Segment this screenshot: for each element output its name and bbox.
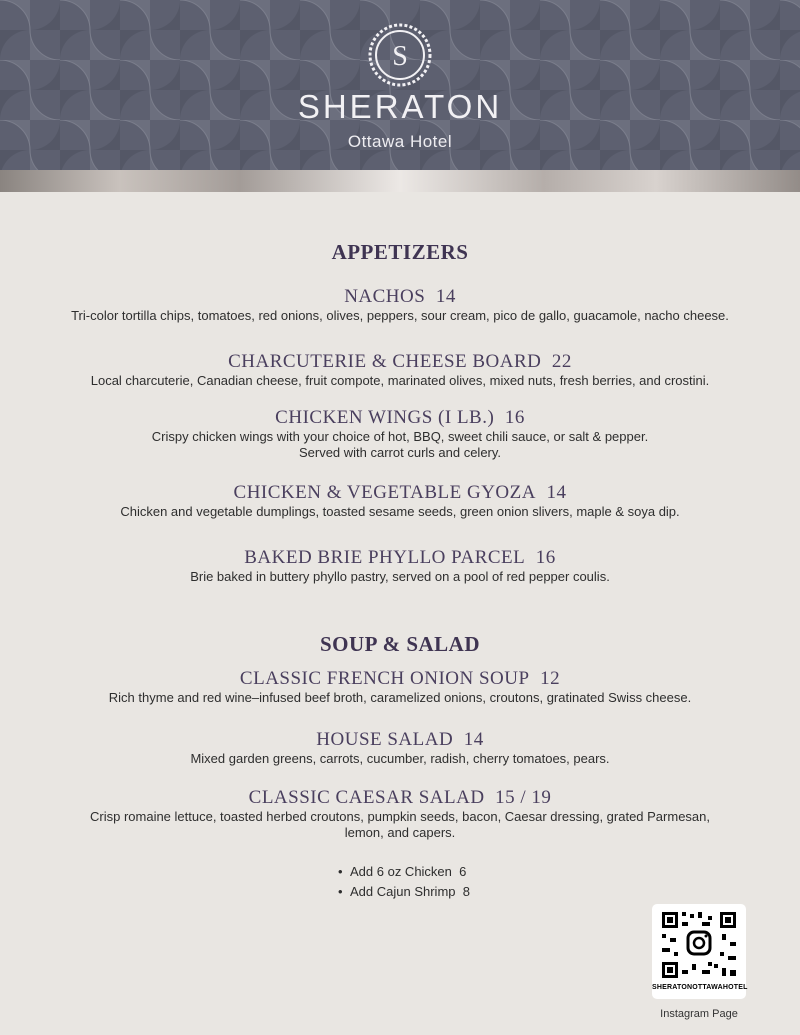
menu-item xyxy=(50,729,750,767)
item-description-line-2: Served with carrot curls and celery. xyxy=(298,445,502,460)
add-on-list xyxy=(338,862,470,902)
menu-item xyxy=(50,787,750,841)
item-name-line xyxy=(50,668,750,690)
menu-item xyxy=(50,482,750,520)
item-name: CHICKEN & VEGETABLE GYOZA xyxy=(233,482,536,503)
menu-item xyxy=(50,351,750,389)
item-description: Crisp romaine lettuce, toasted herbed croutons, pumpkin seeds, bacon, Caesar dressing, grated Parmesan, lemon, and capers. xyxy=(90,809,711,840)
menu-item xyxy=(50,407,750,461)
add-on-label: Add 6 oz Chicken xyxy=(350,864,452,879)
section-title-appetizers: APPETIZERS xyxy=(331,240,469,264)
item-description: Mixed garden greens, carrots, cucumber, radish, cherry tomatoes, pears. xyxy=(190,751,610,766)
brand-subtitle: Ottawa Hotel xyxy=(347,132,453,151)
item-description: Chicken and vegetable dumplings, toasted sesame seeds, green onion slivers, maple & soya dip. xyxy=(120,504,680,519)
item-price: 15 / 19 xyxy=(495,787,552,808)
instagram-handle: SHERATONOTTAWAHOTEL xyxy=(652,984,748,991)
instagram-qr-card[interactable] xyxy=(652,904,746,999)
bullet-icon: • xyxy=(338,884,343,899)
menu-item xyxy=(50,668,750,706)
item-name-line xyxy=(50,729,750,751)
item-name: BAKED BRIE PHYLLO PARCEL xyxy=(244,547,526,568)
bullet-icon: • xyxy=(338,864,343,879)
item-name: NACHOS xyxy=(344,286,426,307)
add-on-price: 8 xyxy=(462,884,470,899)
item-price: 16 xyxy=(504,407,525,428)
item-name: HOUSE SALAD xyxy=(316,729,454,750)
add-on-item xyxy=(338,862,470,882)
section-title-soup-salad: SOUP & SALAD xyxy=(319,632,481,656)
item-name-line xyxy=(50,407,750,429)
instagram-page-label: Instagram Page xyxy=(660,1008,738,1020)
item-description: Local charcuterie, Canadian cheese, fruit compote, marinated olives, mixed nuts, fresh berries, and crostini. xyxy=(90,373,710,388)
item-name: CLASSIC CAESAR SALAD xyxy=(248,787,485,808)
item-price: 14 xyxy=(435,286,456,307)
item-name: CLASSIC FRENCH ONION SOUP xyxy=(239,668,530,689)
item-price: 14 xyxy=(546,482,567,503)
sheraton-logo-icon xyxy=(367,22,433,88)
logo-letter: S xyxy=(392,41,408,72)
item-name-line xyxy=(50,286,750,308)
menu-item xyxy=(50,286,750,324)
metallic-divider-band xyxy=(0,170,800,192)
hotel-header-banner xyxy=(0,0,800,170)
item-name: CHARCUTERIE & CHEESE BOARD xyxy=(228,351,542,372)
item-name-line xyxy=(50,547,750,569)
item-description: Crispy chicken wings with your choice of hot, BBQ, sweet chili sauce, or salt & pepper. xyxy=(151,429,649,444)
brand-name: SHERATON xyxy=(297,88,503,125)
item-name-line xyxy=(50,351,750,373)
menu-item xyxy=(50,547,750,585)
item-name-line xyxy=(50,482,750,504)
item-price: 14 xyxy=(463,729,484,750)
item-price: 16 xyxy=(535,547,556,568)
item-name: CHICKEN WINGS (I LB.) xyxy=(275,407,495,428)
add-on-price: 6 xyxy=(459,864,467,879)
item-name-line xyxy=(50,787,750,809)
item-description: Rich thyme and red wine–infused beef broth, caramelized onions, croutons, gratinated Swiss cheese. xyxy=(108,690,692,705)
item-description: Brie baked in buttery phyllo pastry, served on a pool of red pepper coulis. xyxy=(190,569,610,584)
item-price: 22 xyxy=(551,351,572,372)
item-description: Tri-color tortilla chips, tomatoes, red onions, olives, peppers, sour cream, pico de gallo, guacamole, nacho cheese. xyxy=(71,308,729,323)
qr-code-icon xyxy=(652,904,746,984)
add-on-label: Add Cajun Shrimp xyxy=(350,884,456,899)
item-price: 12 xyxy=(540,668,561,689)
add-on-item xyxy=(338,882,470,902)
